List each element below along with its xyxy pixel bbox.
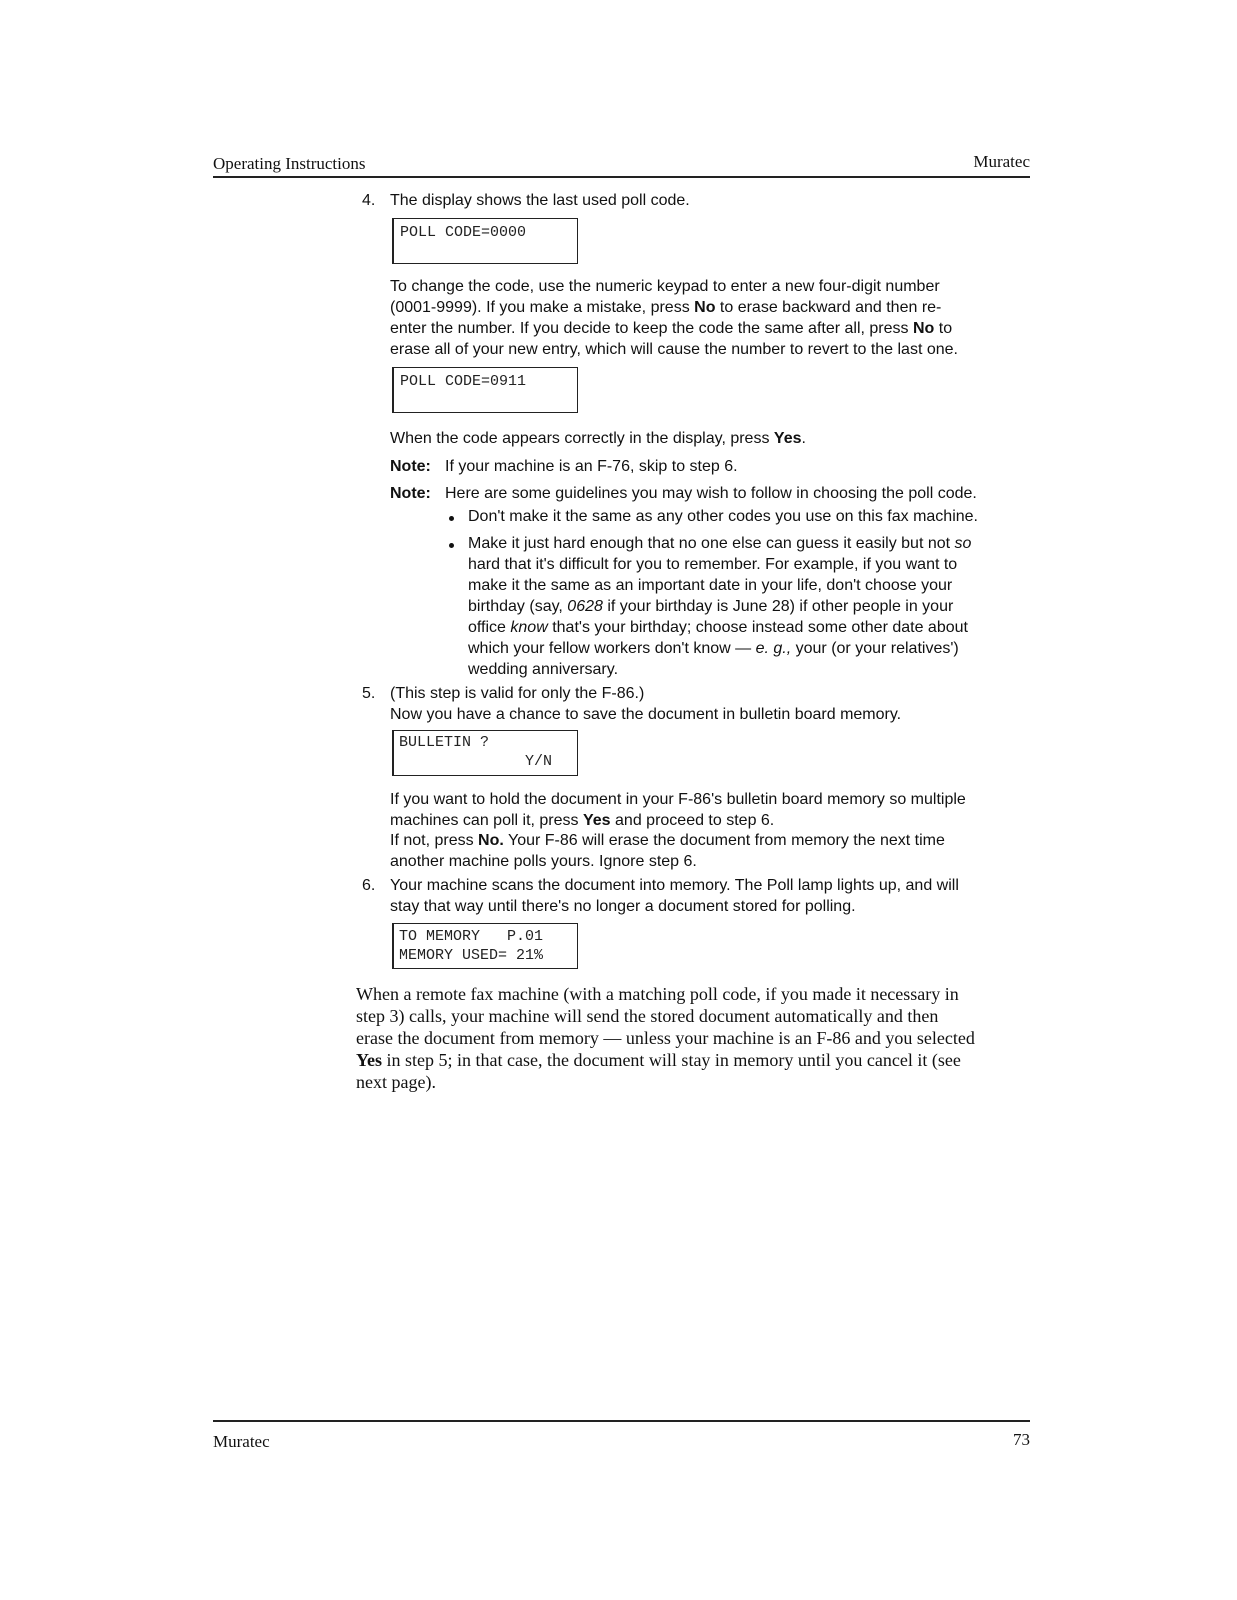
text-run: which your fellow workers don't know —: [468, 640, 756, 657]
step-4-number: 4.: [362, 192, 376, 209]
step-5-line-2: Now you have a chance to save the document in bulletin board memory.: [390, 706, 902, 723]
text-run: If not, press: [390, 832, 479, 849]
lcd-display-poll-code-new: [392, 367, 578, 413]
note-2-text: Here are some guidelines you may wish to follow in choosing the poll code.: [445, 485, 977, 502]
closing-line-1: When a remote fax machine (with a matching poll code, if you made it necessary in: [356, 984, 959, 1004]
step-5-line-1: (This step is valid for only the F-86.): [390, 685, 645, 702]
step-4-para-line-4: erase all of your new entry, which will cause the number to revert to the last one.: [390, 341, 958, 358]
lcd-text: POLL CODE=0000: [400, 224, 527, 241]
step-5-para-line-1: If you want to hold the document in your F-86's bulletin board memory so multiple: [390, 791, 966, 808]
closing-line-2: step 3) calls, your machine will send the stored document automatically and then: [356, 1006, 939, 1026]
step-5-para-line-4: another machine polls yours. Ignore step 6.: [390, 853, 697, 870]
text-run: your (or your relatives'): [791, 640, 959, 657]
step-6-line-1: Your machine scans the document into memory. The Poll lamp lights up, and will: [390, 877, 959, 894]
key-no: No: [694, 299, 716, 316]
text-run: .: [801, 430, 806, 447]
header-rule: [213, 176, 1030, 178]
lcd-text: POLL CODE=0911: [400, 373, 527, 390]
lcd-row-1: TO MEMORY P.01: [399, 928, 544, 945]
bullet-icon: [449, 543, 454, 548]
step-4-confirm: [390, 428, 806, 449]
footer-brand: Muratec: [213, 1432, 270, 1451]
text-run: Make it just hard enough that no one else can guess it easily but not: [468, 535, 955, 552]
key-no: No: [912, 320, 935, 337]
emphasis: e. g.,: [755, 640, 792, 657]
text-run: Your F-86 will erase the document from memory the next time: [503, 832, 945, 849]
step-6-line-2: stay that way until there's no longer a document stored for polling.: [390, 898, 856, 915]
lcd-row-2: MEMORY USED= 21%: [399, 947, 544, 964]
step-5-para-line-3: [390, 830, 945, 851]
running-header-brand: Muratec: [973, 152, 1030, 171]
lcd-row-1: BULLETIN ?: [399, 734, 490, 751]
bullet-1-text: Don't make it the same as any other codes you use on this fax machine.: [468, 508, 978, 525]
note-label: Note:: [390, 485, 431, 502]
step-4-para-line-3: [390, 318, 952, 339]
note-1: [390, 456, 431, 477]
closing-line-3: erase the document from memory — unless your machine is an F-86 and you selected: [356, 1028, 975, 1048]
emphasis: know: [510, 619, 548, 636]
lcd-row-2: Y/N: [525, 753, 553, 770]
key-no: No.: [478, 832, 504, 849]
bullet-2-line-3: make it the same as an important date in your life, don't choose your: [468, 577, 953, 594]
lcd-display-poll-code-old: [392, 218, 578, 264]
bullet-2-line-4: [468, 596, 953, 617]
note-1-text: If your machine is an F-76, skip to step 6.: [445, 458, 738, 475]
text-run: to: [934, 320, 953, 337]
lcd-display-bulletin: [392, 730, 578, 776]
text-run: office: [468, 619, 511, 636]
bullet-icon: [449, 516, 454, 521]
lcd-display-memory: [392, 923, 578, 969]
bullet-2-line-7: wedding anniversary.: [468, 661, 619, 678]
text-run: in step 5; in that case, the document will stay in memory until you cancel it (see: [382, 1050, 961, 1070]
text-run: (0001-9999). If you make a mistake, press: [390, 299, 695, 316]
step-6-number: 6.: [362, 877, 376, 894]
text-run: and proceed to step 6.: [610, 812, 775, 829]
running-header-title: Operating Instructions: [213, 154, 366, 173]
step-4-intro: The display shows the last used poll code.: [390, 192, 690, 209]
step-5-para-line-2: [390, 810, 774, 831]
step-4-para-line-2: [390, 297, 941, 318]
text-run: if your birthday is June 28) if other people in your: [602, 598, 954, 615]
text-run: When the code appears correctly in the display, press: [390, 430, 774, 447]
closing-line-4: [356, 1048, 961, 1072]
key-yes: Yes: [582, 812, 611, 829]
note-2: [390, 483, 431, 504]
text-run: machines can poll it, press: [390, 812, 583, 829]
text-run: that's your birthday; choose instead some other date about: [547, 619, 968, 636]
step-5-number: 5.: [362, 685, 376, 702]
bullet-2-line-6: [468, 638, 959, 659]
step-4-para-line-1: To change the code, use the numeric keypad to enter a new four-digit number: [390, 278, 940, 295]
footer-rule: [213, 1420, 1030, 1422]
note-label: Note:: [390, 458, 431, 475]
page-number: 73: [1013, 1430, 1030, 1449]
key-yes: Yes: [356, 1050, 382, 1070]
closing-line-5: next page).: [356, 1072, 436, 1092]
text-run: enter the number. If you decide to keep the code the same after all, press: [390, 320, 913, 337]
bullet-2-line-2: hard that it's difficult for you to remember. For example, if you want to: [468, 556, 958, 573]
emphasis: so: [954, 535, 972, 552]
bullet-2-line-1: [468, 533, 971, 554]
text-run: birthday (say,: [468, 598, 568, 615]
emphasis: 0628: [567, 598, 603, 615]
text-run: to erase backward and then re-: [715, 299, 942, 316]
key-yes: Yes: [773, 430, 802, 447]
bullet-2-line-5: [468, 617, 968, 638]
